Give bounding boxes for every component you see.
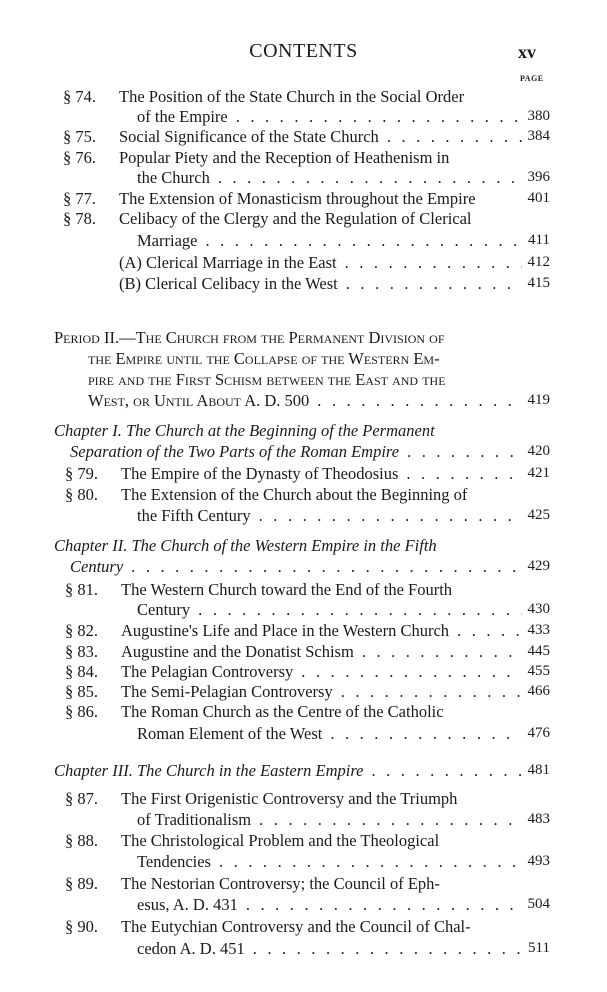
section-number: § 90. [65,917,98,936]
dot-leader [379,126,522,147]
section-number: § 77. [63,189,96,208]
toc-entry-75 [63,126,550,147]
page-ref: 420 [527,443,550,459]
page-ref: 476 [527,725,550,741]
dot-leader [190,599,522,620]
dot-leader [337,252,522,273]
page-ref: 511 [528,940,550,956]
page-ref: 421 [527,465,550,481]
dot-leader [449,620,522,641]
entry-title: The Nestorian Controversy; the Council of Eph- [121,874,440,893]
page-ref: 455 [527,663,550,679]
toc-entry-90-cont [137,938,550,959]
toc-entry-79 [65,463,550,484]
dot-leader [245,938,522,959]
entry-title: The Extension of Monasticism throughout the Empire [119,189,476,208]
page-ref: 445 [527,643,550,659]
dot-leader [238,894,522,915]
dot-leader [322,723,522,744]
dot-leader [211,851,522,872]
toc-entry-80 [65,484,522,505]
toc-entry-89-cont [137,894,550,915]
section-number: § 74. [63,87,96,106]
dot-leader [309,390,522,411]
entry-title-cont: the Fifth Century [137,506,251,525]
dot-leader [293,661,522,682]
toc-entry-74 [63,86,522,107]
chapter-title: Chapter II. The Church of the Western Empire in the Fifth [54,536,437,555]
toc-entry-81 [65,579,522,600]
entry-title: The Semi-Pelagian Controversy [121,682,333,701]
page-column-label: PAGE [520,74,544,83]
toc-entry-78-cont [137,230,550,251]
page-ref: 419 [527,392,550,408]
page-ref: 493 [527,853,550,869]
period-title-cont: West, or Until About A. D. 500 [88,391,310,410]
toc-entry-80-cont [137,505,550,526]
section-number: § 85. [65,682,98,701]
section-number: § 87. [65,789,98,808]
page-title: CONTENTS [249,40,358,62]
section-number: § 76. [63,148,96,167]
chapter-heading-1 [54,420,522,441]
toc-entry-86 [65,701,522,722]
dot-leader [398,463,522,484]
page-ref: 380 [527,108,550,124]
entry-title: The First Origenistic Controversy and the Triumph [121,789,458,808]
page-number: xv [518,42,536,62]
toc-entry-86-cont [137,723,550,744]
entry-title-cont: cedon A. D. 451 [137,939,245,958]
entry-title: The Extension of the Church about the Beginning of [121,485,468,504]
chapter-heading-1-cont [70,441,550,462]
entry-title-cont: of Traditionalism [137,810,252,829]
section-number: § 88. [65,831,98,850]
section-number: § 86. [65,702,98,721]
section-number: § 79. [65,464,98,483]
toc-entry-74-cont [137,106,550,127]
page-ref: 504 [527,896,550,912]
section-number: § 78. [63,209,96,228]
period-heading [54,327,522,348]
dot-leader [251,809,522,830]
entry-title-cont: Tendencies [137,852,211,871]
dot-leader [399,441,522,462]
dot-leader [210,167,522,188]
chapter-title-cont: Century [70,557,124,576]
page-ref: 466 [527,683,550,699]
section-number: § 84. [65,662,98,681]
entry-title-cont: esus, A. D. 431 [137,895,238,914]
entry-title-cont: Roman Element of the West [137,724,323,743]
entry-title: The Roman Church as the Centre of the Catholic [121,702,444,721]
page-ref: 411 [528,232,550,248]
entry-title: Celibacy of the Clergy and the Regulation of Clerical [119,209,472,228]
dot-leader [354,641,522,662]
entry-title-cont: Marriage [137,231,198,250]
period-heading-cont [88,369,522,390]
dot-leader [228,106,522,127]
page-ref: 401 [527,190,550,206]
page-ref: 384 [527,128,550,144]
toc-entry-81-cont [137,599,550,620]
toc-entry-85 [65,681,550,702]
chapter-title: Chapter III. The Church in the Eastern Empire [54,761,364,780]
period-title: Period II.—The Church from the Permanent Division of [54,328,445,347]
period-heading-cont [88,390,550,411]
entry-title: The Eutychian Controversy and the Council of Chal- [121,917,471,936]
toc-entry-87 [65,788,522,809]
chapter-title: Chapter I. The Church at the Beginning of the Permanent [54,421,435,440]
page-ref: 396 [527,169,550,185]
toc-entry-89 [65,873,522,894]
toc-entry-83 [65,641,550,662]
page-ref: 433 [527,622,550,638]
section-number: § 83. [65,642,98,661]
toc-entry-78 [63,208,522,229]
entry-title: Augustine's Life and Place in the Western Church [121,621,450,640]
dot-leader [197,230,522,251]
toc-entry-78a [119,252,550,273]
toc-entry-76-cont [137,167,550,188]
entry-title: (B) Clerical Celibacy in the West [119,274,338,293]
entry-title-cont: the Church [137,168,210,187]
toc-entry-90 [65,916,522,937]
entry-title: The Pelagian Controversy [121,662,294,681]
toc-entry-76 [63,147,522,168]
page-ref: 481 [527,762,550,778]
section-number: § 81. [65,580,98,599]
entry-title: The Christological Problem and the Theological [121,831,440,850]
dot-leader [364,760,523,781]
toc-entry-87-cont [137,809,550,830]
section-number: § 89. [65,874,98,893]
toc-entry-78b [119,273,550,294]
page-ref: 429 [527,558,550,574]
entry-title: Social Significance of the State Church [119,127,379,146]
toc-entry-88-cont [137,851,550,872]
entry-title: Augustine and the Donatist Schism [121,642,354,661]
toc-entry-77 [63,188,550,209]
section-number: § 82. [65,621,98,640]
entry-title: The Position of the State Church in the Social Order [119,87,465,106]
dot-leader [333,681,522,702]
period-title-cont: pire and the First Schism between the East and the [88,370,446,389]
toc-entry-88 [65,830,522,851]
period-heading-cont [88,348,522,369]
entry-title: The Western Church toward the End of the Fourth [121,580,453,599]
chapter-title-cont: Separation of the Two Parts of the Roman Empire [70,442,400,461]
section-number: § 80. [65,485,98,504]
entry-title-cont: of the Empire [137,107,228,126]
chapter-heading-2 [54,535,522,556]
entry-title: (A) Clerical Marriage in the East [119,253,337,272]
section-number: § 75. [63,127,96,146]
page-ref: 483 [527,811,550,827]
period-title-cont: the Empire until the Collapse of the Western Em- [88,349,440,368]
chapter-heading-3 [54,760,550,781]
entry-title-cont: Century [137,600,191,619]
page-ref: 415 [527,275,550,291]
toc-entry-84 [65,661,550,682]
chapter-heading-2-cont [70,556,550,577]
dot-leader [251,505,522,526]
page-ref: 412 [527,254,550,270]
toc-entry-82 [65,620,550,641]
page-ref: 425 [527,507,550,523]
dot-leader [338,273,522,294]
dot-leader [123,556,522,577]
page-ref: 430 [527,601,550,617]
entry-title: The Empire of the Dynasty of Theodosius [121,464,399,483]
entry-title: Popular Piety and the Reception of Heathenism in [119,148,450,167]
